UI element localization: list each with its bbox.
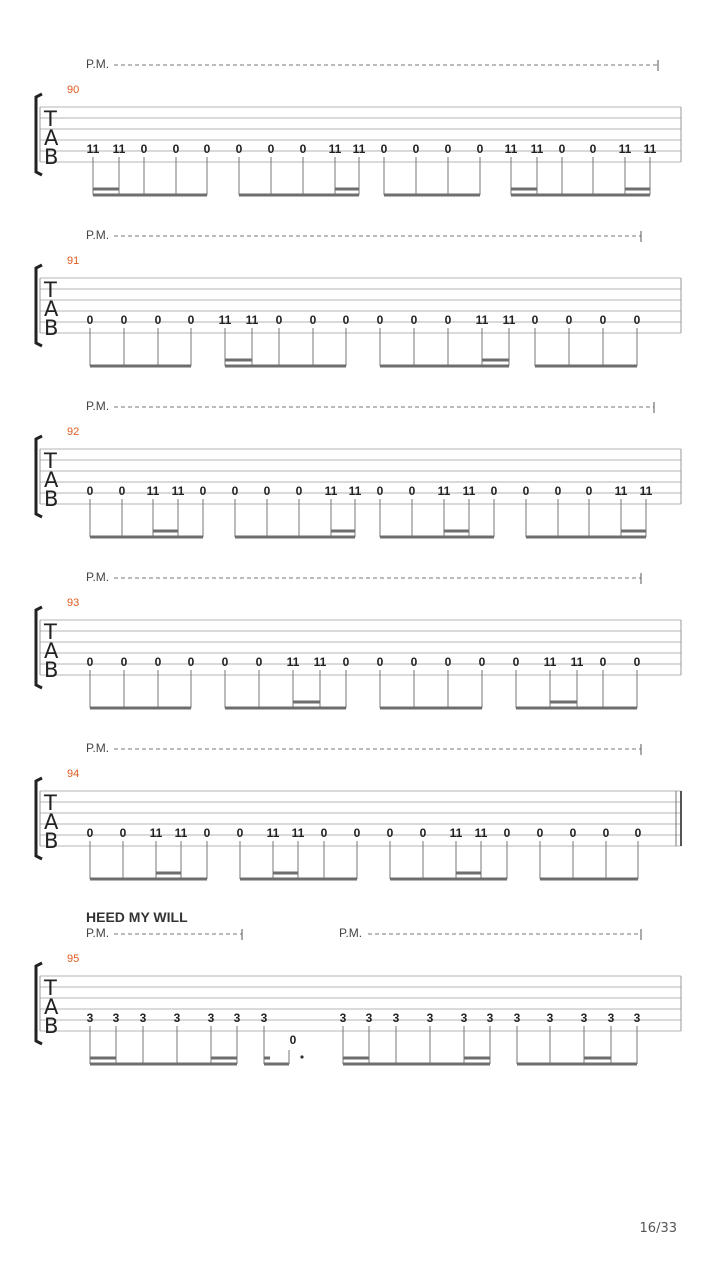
fret-number: 0	[412, 142, 420, 156]
fret-number: 0	[589, 142, 597, 156]
system-bracket	[36, 94, 42, 175]
fret-number: 11	[313, 655, 327, 669]
fret-number: 3	[546, 1011, 554, 1025]
fret-number: 11	[352, 142, 366, 156]
fret-number: 11	[174, 826, 188, 840]
fret-number: 3	[607, 1011, 615, 1025]
note-group	[87, 313, 195, 366]
fret-number: 0	[86, 484, 94, 498]
note-group	[237, 826, 361, 879]
fret-number: 0	[203, 142, 211, 156]
fret-number: 0	[490, 484, 498, 498]
fret-number: 0	[408, 484, 416, 498]
tab-clef-letter: T	[44, 449, 57, 473]
fret-number: 0	[140, 142, 148, 156]
dot	[300, 1055, 303, 1058]
measure-number: 94	[67, 768, 80, 780]
staff-system-93	[36, 570, 681, 708]
fret-number: 11	[218, 313, 232, 327]
fret-number: 0	[154, 313, 162, 327]
palm-mute-label: P.M.	[86, 57, 110, 71]
note-group	[523, 484, 653, 537]
fret-number: 0	[569, 826, 577, 840]
note-group	[387, 826, 511, 879]
fret-number: 0	[503, 826, 511, 840]
fret-number: 0	[522, 484, 530, 498]
tab-clef-letter: B	[44, 316, 59, 340]
fret-number: 0	[565, 313, 573, 327]
fret-number: 0	[599, 655, 607, 669]
fret-number: 3	[173, 1011, 181, 1025]
fret-number: 0	[512, 655, 520, 669]
fret-number: 0	[444, 655, 452, 669]
staff-system-90	[36, 57, 681, 195]
fret-number: 0	[154, 655, 162, 669]
note-group	[261, 1011, 304, 1064]
palm-mute-label: P.M.	[86, 228, 110, 242]
fret-number: 0	[633, 655, 641, 669]
staff-system-92	[36, 399, 681, 537]
note-group	[236, 142, 366, 195]
fret-number: 0	[342, 313, 350, 327]
tab-clef-letter: A	[44, 297, 59, 321]
note-group	[532, 313, 641, 366]
fret-number: 0	[299, 142, 307, 156]
note-group	[232, 484, 362, 537]
palm-mute-label: P.M.	[86, 399, 110, 413]
fret-number: 3	[633, 1011, 641, 1025]
fret-number: 3	[260, 1011, 268, 1025]
fret-number: 11	[449, 826, 463, 840]
fret-number: 3	[339, 1011, 347, 1025]
fret-number: 0	[478, 655, 486, 669]
tab-clef-letter: A	[44, 810, 59, 834]
palm-mute-label: P.M.	[86, 926, 110, 940]
fret-number: 11	[291, 826, 305, 840]
fret-number: 0	[376, 655, 384, 669]
fret-number: 0	[231, 484, 239, 498]
fret-number: 3	[580, 1011, 588, 1025]
system-bracket	[36, 265, 42, 346]
fret-number: 0	[634, 826, 642, 840]
staff-system-91	[36, 228, 681, 366]
fret-number: 0	[309, 313, 317, 327]
fret-number: 0	[444, 142, 452, 156]
tab-clef-letter: T	[44, 278, 57, 302]
note-group	[505, 142, 657, 195]
tab-clef-letter: T	[44, 620, 57, 644]
fret-number: 11	[149, 826, 163, 840]
fret-number: 11	[266, 826, 280, 840]
fret-number: 11	[437, 484, 451, 498]
note-group	[87, 1011, 241, 1064]
fret-number: 11	[475, 313, 489, 327]
fret-number: 0	[602, 826, 610, 840]
fret-number: 11	[643, 142, 657, 156]
fret-number: 0	[353, 826, 361, 840]
staff-system-94	[36, 741, 681, 879]
fret-number: 0	[410, 313, 418, 327]
note-group	[377, 313, 516, 366]
fret-number: 0	[235, 142, 243, 156]
fret-number: 11	[504, 142, 518, 156]
tab-clef-letter: A	[44, 639, 59, 663]
system-bracket	[36, 436, 42, 517]
fret-number: 0	[342, 655, 350, 669]
fret-number: 0	[419, 826, 427, 840]
fret-number: 0	[275, 313, 283, 327]
fret-number: 0	[119, 826, 127, 840]
measure-number: 95	[67, 953, 80, 965]
fret-number: 0	[187, 313, 195, 327]
fret-number: 11	[530, 142, 544, 156]
tab-clef-letter: T	[44, 107, 57, 131]
fret-number: 3	[513, 1011, 521, 1025]
tab-clef-letter: B	[44, 1014, 59, 1038]
note-group	[219, 313, 350, 366]
fret-number: 0	[236, 826, 244, 840]
fret-number: 0	[531, 313, 539, 327]
fret-number: 11	[348, 484, 362, 498]
system-bracket	[36, 963, 42, 1044]
fret-number: 0	[199, 484, 207, 498]
tab-clef-letter: A	[44, 995, 59, 1019]
fret-number: 3	[460, 1011, 468, 1025]
fret-number: 3	[365, 1011, 373, 1025]
note-group	[222, 655, 350, 708]
fret-number: 0	[558, 142, 566, 156]
system-bracket	[36, 778, 42, 859]
note-group	[87, 484, 207, 537]
note-group	[537, 826, 642, 879]
page-number: 16/33	[639, 1221, 677, 1236]
fret-number: 11	[146, 484, 160, 498]
fret-number: 11	[328, 142, 342, 156]
staff-system-95	[36, 909, 681, 1064]
fret-number: 11	[543, 655, 557, 669]
tab-clef-letter: T	[44, 791, 57, 815]
note-group	[381, 142, 484, 195]
palm-mute-label: P.M.	[86, 570, 110, 584]
fret-number: 0	[585, 484, 593, 498]
fret-number: 0	[476, 142, 484, 156]
fret-number: 0	[599, 313, 607, 327]
fret-number: 0	[86, 313, 94, 327]
fret-number: 0	[444, 313, 452, 327]
fret-number: 11	[171, 484, 185, 498]
palm-mute-label: P.M.	[86, 741, 110, 755]
note-group	[87, 655, 195, 708]
fret-number: 0	[633, 313, 641, 327]
note-group	[87, 826, 211, 879]
tab-clef-letter: B	[44, 829, 59, 853]
measure-number: 93	[67, 597, 80, 609]
fret-number: 0	[376, 313, 384, 327]
fret-number: 0	[554, 484, 562, 498]
fret-number: 3	[207, 1011, 215, 1025]
fret-number: 11	[286, 655, 300, 669]
fret-number: 11	[570, 655, 584, 669]
fret-number: 0	[221, 655, 229, 669]
fret-number: 0	[380, 142, 388, 156]
fret-number: 0	[118, 484, 126, 498]
note-group	[377, 655, 486, 708]
tab-clef-letter: A	[44, 468, 59, 492]
fret-number: 11	[245, 313, 259, 327]
fret-number: 3	[139, 1011, 147, 1025]
fret-number: 0	[263, 484, 271, 498]
fret-number: 0	[86, 826, 94, 840]
fret-number: 0	[289, 1033, 297, 1047]
fret-number: 3	[233, 1011, 241, 1025]
fret-number: 0	[295, 484, 303, 498]
fret-number: 3	[486, 1011, 494, 1025]
fret-number: 11	[618, 142, 632, 156]
fret-number: 11	[639, 484, 653, 498]
note-group	[513, 655, 641, 708]
fret-number: 3	[392, 1011, 400, 1025]
fret-number: 0	[172, 142, 180, 156]
fret-number: 0	[120, 655, 128, 669]
fret-number: 11	[462, 484, 476, 498]
fret-number: 3	[86, 1011, 94, 1025]
fret-number: 0	[255, 655, 263, 669]
system-bracket	[36, 607, 42, 688]
measure-number: 90	[67, 84, 80, 96]
tab-clef-letter: B	[44, 658, 59, 682]
note-group	[87, 142, 211, 195]
tab-clef-letter: B	[44, 145, 59, 169]
fret-number: 0	[376, 484, 384, 498]
tab-clef-letter: A	[44, 126, 59, 150]
fret-number: 0	[267, 142, 275, 156]
fret-number: 0	[187, 655, 195, 669]
measure-number: 92	[67, 426, 80, 438]
fret-number: 11	[86, 142, 100, 156]
fret-number: 11	[474, 826, 488, 840]
tab-clef-letter: B	[44, 487, 59, 511]
fret-number: 0	[410, 655, 418, 669]
fret-number: 0	[320, 826, 328, 840]
fret-number: 0	[386, 826, 394, 840]
section-heading: HEED MY WILL	[86, 909, 188, 925]
fret-number: 11	[324, 484, 338, 498]
fret-number: 0	[120, 313, 128, 327]
fret-number: 0	[536, 826, 544, 840]
fret-number: 11	[502, 313, 516, 327]
fret-number: 11	[112, 142, 126, 156]
fret-number: 3	[112, 1011, 120, 1025]
fret-number: 3	[426, 1011, 434, 1025]
tab-clef-letter: T	[44, 976, 57, 1000]
note-group	[377, 484, 498, 537]
palm-mute-label: P.M.	[339, 926, 363, 940]
fret-number: 11	[614, 484, 628, 498]
fret-number: 0	[86, 655, 94, 669]
fret-number: 0	[203, 826, 211, 840]
note-group	[340, 1011, 494, 1064]
measure-number: 91	[67, 255, 80, 267]
note-group	[514, 1011, 641, 1064]
